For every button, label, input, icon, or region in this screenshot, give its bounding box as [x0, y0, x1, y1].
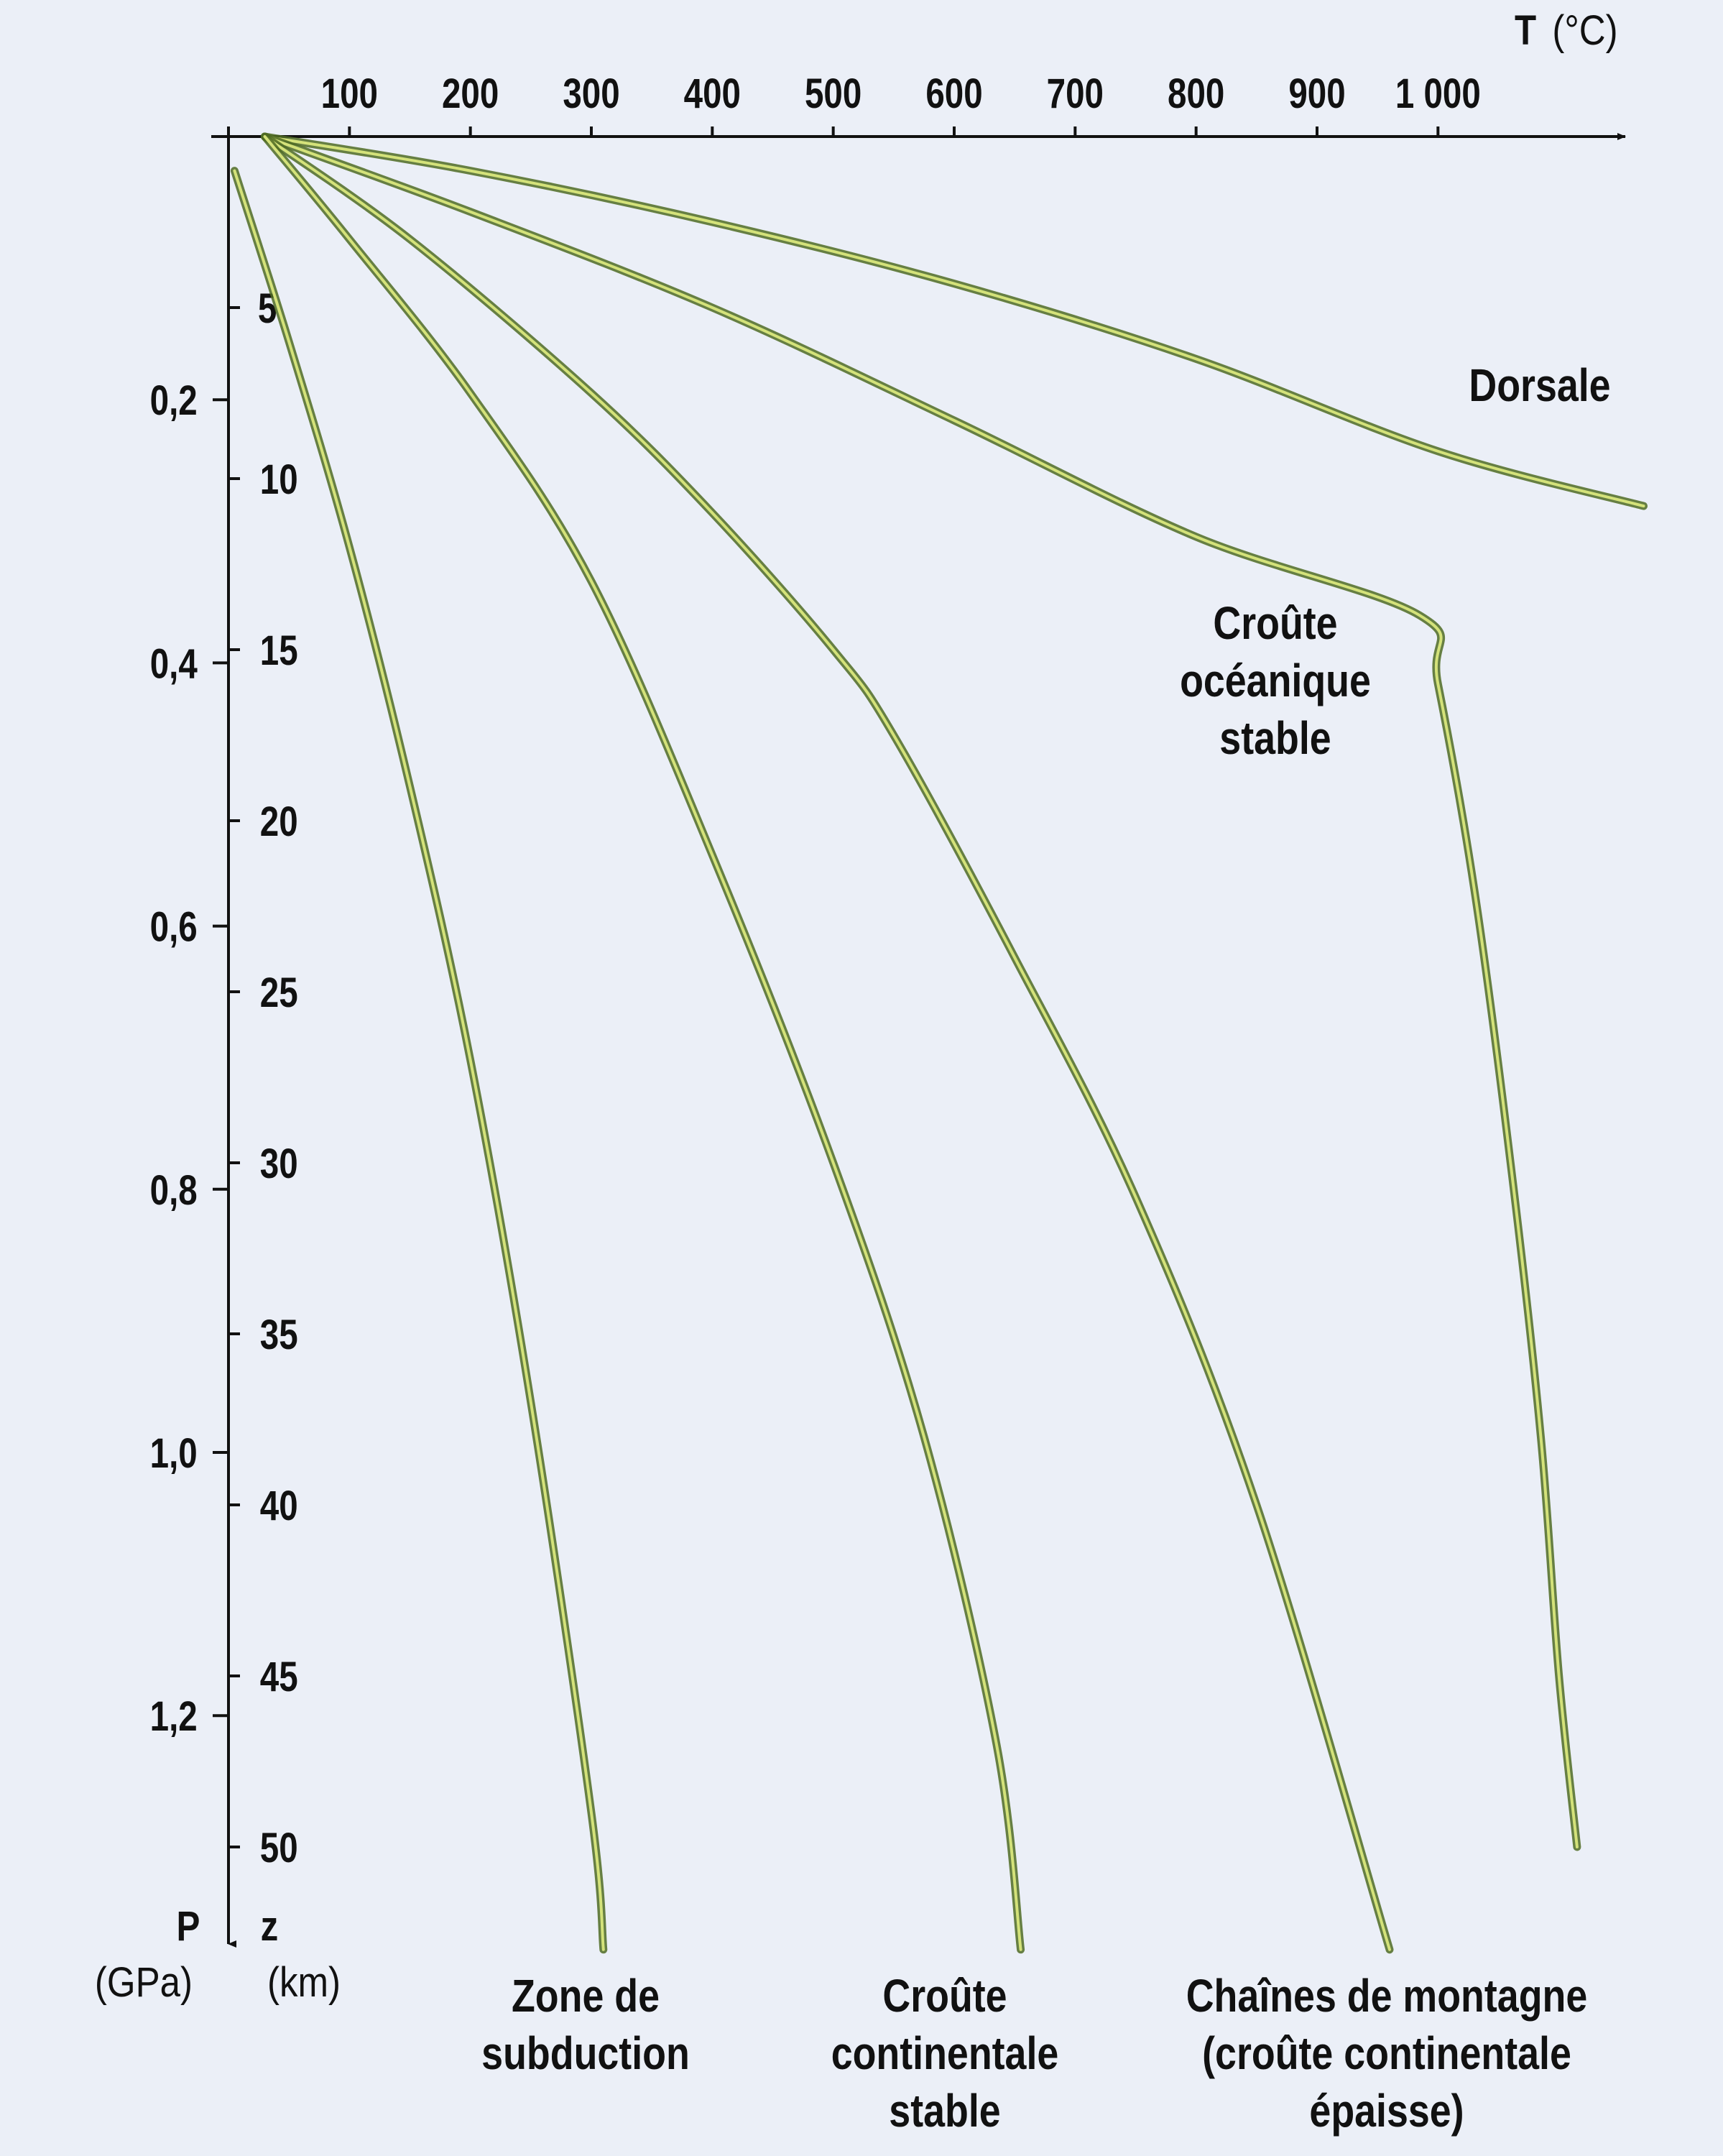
- temperature-tick-label-800: 800: [1168, 70, 1225, 118]
- geotherm-curve-croute-oceanique-outline: [265, 137, 1577, 1847]
- curve-label-croute-continentale: [831, 1970, 1059, 2137]
- curve-label-subduction: [481, 1970, 690, 2080]
- geotherm-curve-labels: [481, 359, 1610, 2137]
- geotherm-curve-dorsale: [265, 137, 1644, 506]
- depth-tick-label-35: 35: [259, 1312, 298, 1359]
- depth-tick-label-40: 40: [259, 1483, 298, 1530]
- curve-label-chaines-montagne-line-2: (croûte continentale: [1202, 2027, 1571, 2080]
- curve-label-croute-oceanique-line-1: Croûte: [1213, 596, 1338, 650]
- temperature-tick-label-200: 200: [442, 70, 499, 118]
- pressure-tick-label-0-6: 0,6: [149, 904, 198, 951]
- depth-pressure-axis: [95, 126, 341, 2006]
- pressure-axis-ticks: [150, 378, 228, 1741]
- temperature-tick-label-500: 500: [805, 70, 862, 118]
- depth-tick-label-5: 5: [257, 285, 277, 333]
- pressure-axis-label: P: [176, 1903, 200, 1950]
- temperature-tick-label-100: 100: [320, 70, 378, 118]
- depth-tick-label-25: 25: [259, 969, 298, 1017]
- curve-label-chaines-montagne-line-3: épaisse): [1309, 2084, 1464, 2137]
- curve-label-subduction-line-1: Zone de: [511, 1969, 660, 2022]
- temperature-axis-unit: (°C): [1552, 6, 1618, 54]
- geotherm-curve-chaines-montagne-outline: [265, 137, 1390, 1950]
- curve-label-croute-oceanique-line-2: océanique: [1180, 654, 1371, 707]
- curve-label-dorsale-line-1: Dorsale: [1469, 359, 1611, 412]
- pressure-tick-label-1: 1,0: [149, 1430, 198, 1478]
- curve-label-chaines-montagne: [1186, 1970, 1588, 2137]
- temperature-tick-label-900: 900: [1288, 70, 1346, 118]
- curve-label-dorsale: [1469, 359, 1610, 412]
- depth-axis-unit: (km): [267, 1958, 341, 2006]
- pressure-tick-label-0-8: 0,8: [149, 1167, 198, 1214]
- depth-tick-label-10: 10: [259, 456, 298, 504]
- depth-tick-label-30: 30: [259, 1141, 298, 1188]
- geotherm-curve-croute-continentale: [265, 137, 1021, 1950]
- temperature-tick-label-700: 700: [1046, 70, 1104, 118]
- depth-axis-label: z: [260, 1903, 279, 1950]
- curve-label-croute-continentale-line-1: Croûte: [882, 1969, 1007, 2022]
- curve-label-croute-continentale-line-3: stable: [889, 2084, 1001, 2137]
- curve-label-croute-continentale-line-2: continentale: [831, 2027, 1059, 2080]
- curve-label-croute-oceanique: [1180, 597, 1371, 765]
- temperature-tick-label-1000: 1 000: [1395, 70, 1481, 118]
- temperature-axis: [211, 7, 1625, 137]
- curve-label-croute-oceanique-line-3: stable: [1219, 711, 1331, 765]
- pressure-tick-label-0-4: 0,4: [149, 641, 198, 688]
- geotherm-curve-croute-continentale-outline: [265, 137, 1021, 1950]
- geotherm-curve-chaines-montagne: [265, 137, 1390, 1950]
- pressure-axis-unit: (GPa): [94, 1958, 193, 2006]
- geotherm-curve-croute-oceanique: [265, 137, 1577, 1847]
- depth-tick-label-15: 15: [259, 627, 298, 675]
- pressure-tick-label-1-2: 1,2: [149, 1693, 198, 1741]
- temperature-tick-label-300: 300: [563, 70, 620, 118]
- depth-axis-ticks: [228, 286, 298, 1872]
- depth-tick-label-20: 20: [259, 798, 298, 846]
- curve-label-subduction-line-2: subduction: [481, 2027, 690, 2080]
- depth-tick-label-50: 50: [259, 1825, 298, 1872]
- temperature-tick-label-400: 400: [683, 70, 741, 118]
- temperature-tick-label-600: 600: [925, 70, 983, 118]
- temperature-axis-label: T: [1514, 7, 1537, 54]
- temperature-axis-ticks: [321, 71, 1481, 137]
- curve-label-chaines-montagne-line-1: Chaînes de montagne: [1186, 1969, 1588, 2022]
- depth-tick-label-45: 45: [259, 1654, 298, 1701]
- pressure-tick-label-0-2: 0,2: [149, 377, 198, 425]
- geotherm-curves: [234, 137, 1643, 1950]
